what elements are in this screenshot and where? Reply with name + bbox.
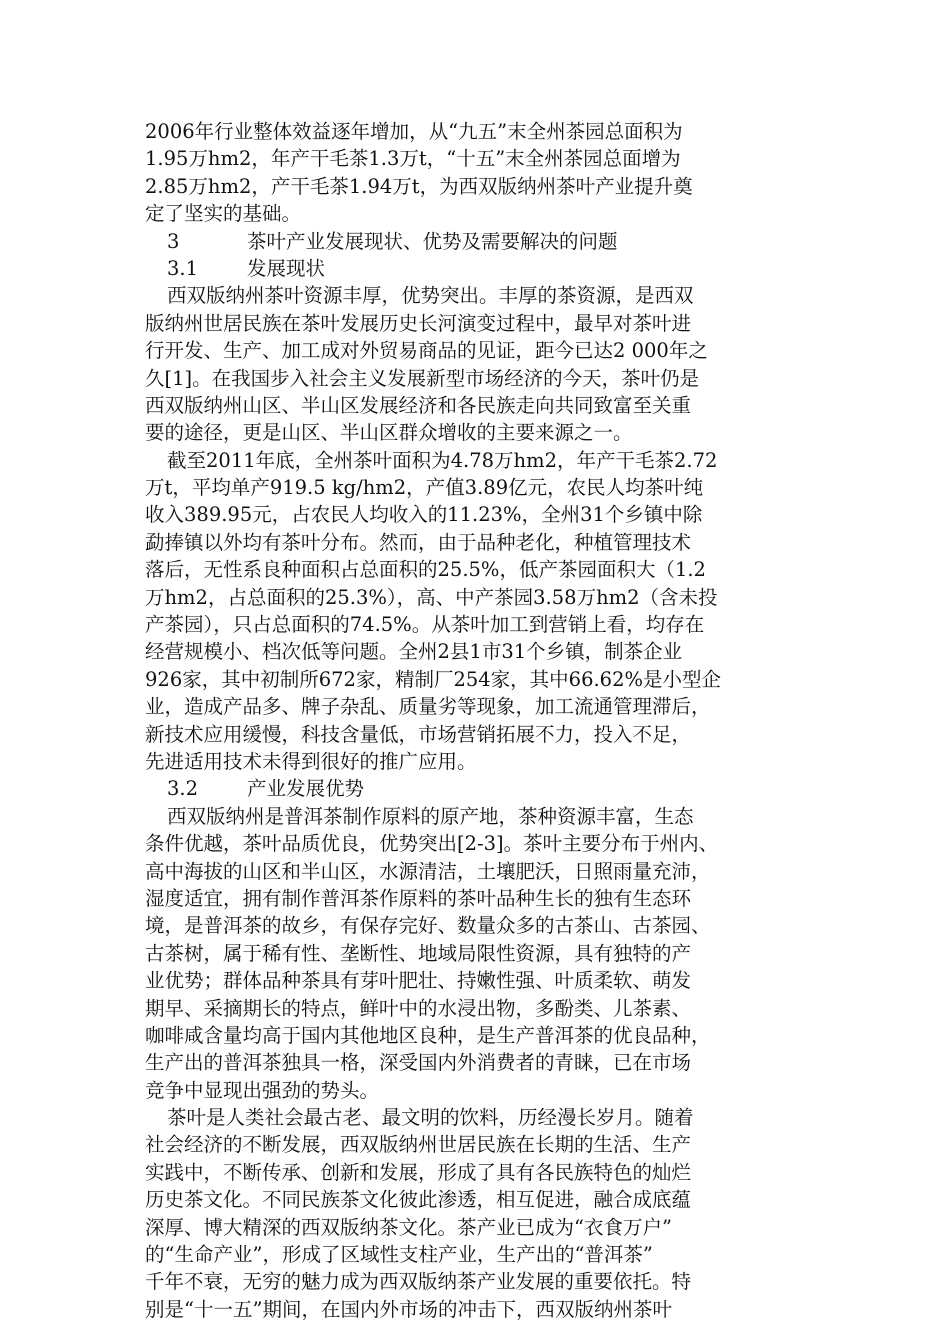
section-heading-3-2 xyxy=(145,775,805,802)
section-title: 发展现状 xyxy=(247,256,326,280)
text-line: 新技术应用缓慢，科技含量低，市场营销拓展不力，投入不足， xyxy=(145,722,692,746)
text-line: 1.95万hm2，年产干毛茶1.3万t，“十五”末全州茶园总面增为 xyxy=(145,147,681,171)
text-line: 版纳州世居民族在茶叶发展历史长河演变过程中，最早对茶叶进 xyxy=(145,311,692,335)
text-line: 古茶树，属于稀有性、垄断性、地域局限性资源，具有独特的产 xyxy=(145,941,692,965)
section-number: 3 xyxy=(167,229,180,253)
section-title: 产业发展优势 xyxy=(247,777,365,801)
text-line: 境，是普洱茶的故乡，有保存完好、数量众多的古茶山、古茶园、 xyxy=(145,914,711,938)
text-line: 咖啡咸含量均高于国内其他地区良种，是生产普洱茶的优良品种， xyxy=(145,1023,711,1047)
text-line: 926家，其中初制所672家，精制厂254家，其中66.62%是小型企 xyxy=(145,667,722,691)
text-line: 西双版纳州是普洱茶制作原料的原产地，茶种资源丰富，生态 xyxy=(167,804,694,828)
section-heading-3 xyxy=(145,228,805,255)
text-line: 定了坚实的基础。 xyxy=(145,202,302,226)
text-line: 西双版纳州山区、半山区发展经济和各民族走向共同致富至关重 xyxy=(145,393,692,417)
text-line: 西双版纳州茶叶资源丰厚，优势突出。丰厚的茶资源，是西双 xyxy=(167,284,694,308)
text-line: 收入389.95元，占农民人均收入的11.23%，全州31个乡镇中除 xyxy=(145,503,703,527)
text-line: 历史茶文化。不同民族茶文化彼此渗透，相互促进，融合成底蕴 xyxy=(145,1188,692,1212)
text-line: 业，造成产品多、牌子杂乱、质量劣等现象，加工流通管理滞后， xyxy=(145,695,711,719)
text-line: 生产出的普洱茶独具一格，深受国内外消费者的青睐，已在市场 xyxy=(145,1051,692,1075)
text-line: 2006年行业整体效益逐年增加，从“九五”末全州茶园总面积为 xyxy=(145,120,683,143)
text-line: 业优势；群体品种茶具有芽叶肥壮、持嫩性强、叶质柔软、萌发 xyxy=(145,969,692,993)
paragraph-tea-culture xyxy=(145,1104,805,1323)
text-line: 深厚、博大精深的西双版纳茶文化。茶产业已成为“衣食万户” xyxy=(145,1215,672,1239)
section-number: 3.1 xyxy=(167,256,199,280)
paragraph-intro xyxy=(145,118,805,228)
text-line: 实践中，不断传承、创新和发展，形成了具有各民族特色的灿烂 xyxy=(145,1160,692,1184)
text-line: 勐捧镇以外均有茶叶分布。然而，由于品种老化，种植管理技术 xyxy=(145,530,692,554)
text-line: 2.85万hm2，产干毛茶1.94万t，为西双版纳州茶叶产业提升奠 xyxy=(145,174,693,198)
text-line: 万hm2，占总面积的25.3%），高、中产茶园3.58万hm2（含未投 xyxy=(145,585,718,609)
text-line: 千年不衰，无穷的魅力成为西双版纳茶产业发展的重要依托。特 xyxy=(145,1270,692,1294)
text-line: 竞争中显现出强劲的势头。 xyxy=(145,1078,380,1102)
text-line: 茶叶是人类社会最古老、最文明的饮料，历经漫长岁月。随着 xyxy=(167,1106,694,1130)
section-heading-3-1 xyxy=(145,255,805,282)
text-line: 截至2011年底，全州茶叶面积为4.78万hm2，年产干毛茶2.72 xyxy=(167,448,718,472)
text-line: 久[1]。在我国步入社会主义发展新型市场经济的今天，茶叶仍是 xyxy=(145,366,700,390)
text-line: 高中海拔的山区和半山区，水源清洁，土壤肥沃，日照雨量充沛， xyxy=(145,859,711,883)
paragraph-advantages xyxy=(145,803,805,1104)
text-line: 万t，平均单产919.5 kg/hm2，产值3.89亿元，农民人均茶叶纯 xyxy=(145,476,704,500)
text-line: 别是“十一五”期间，在国内外市场的冲击下，西双版纳州茶叶 xyxy=(145,1297,672,1321)
section-number: 3.2 xyxy=(167,777,199,801)
text-line: 先进适用技术未得到很好的推广应用。 xyxy=(145,749,477,773)
text-line: 湿度适宜，拥有制作普洱茶作原料的茶叶品种生长的独有生态环 xyxy=(145,886,692,910)
document-page xyxy=(145,118,805,1323)
text-line: 落后，无性系良种面积占总面积的25.5%，低产茶园面积大（1.2 xyxy=(145,558,706,582)
text-line: 要的途径，更是山区、半山区群众增收的主要来源之一。 xyxy=(145,421,633,445)
text-line: 行开发、生产、加工成对外贸易商品的见证，距今已达2 000年之 xyxy=(145,339,708,363)
section-title: 茶叶产业发展现状、优势及需要解决的问题 xyxy=(247,229,618,253)
paragraph-statistics xyxy=(145,447,805,776)
text-line: 条件优越，茶叶品质优良，优势突出[2-3]。茶叶主要分布于州内、 xyxy=(145,832,719,856)
paragraph-resources xyxy=(145,282,805,446)
text-line: 社会经济的不断发展，西双版纳州世居民族在长期的生活、生产 xyxy=(145,1133,692,1157)
text-line: 的“生命产业”，形成了区域性支柱产业，生产出的“普洱茶” xyxy=(145,1243,653,1267)
text-line: 经营规模小、档次低等问题。全州2县1市31个乡镇，制茶企业 xyxy=(145,640,683,664)
text-line: 产茶园），只占总面积的74.5%。从茶叶加工到营销上看，均存在 xyxy=(145,613,705,637)
text-line: 期早、采摘期长的特点，鲜叶中的水浸出物，多酚类、儿茶素、 xyxy=(145,996,692,1020)
